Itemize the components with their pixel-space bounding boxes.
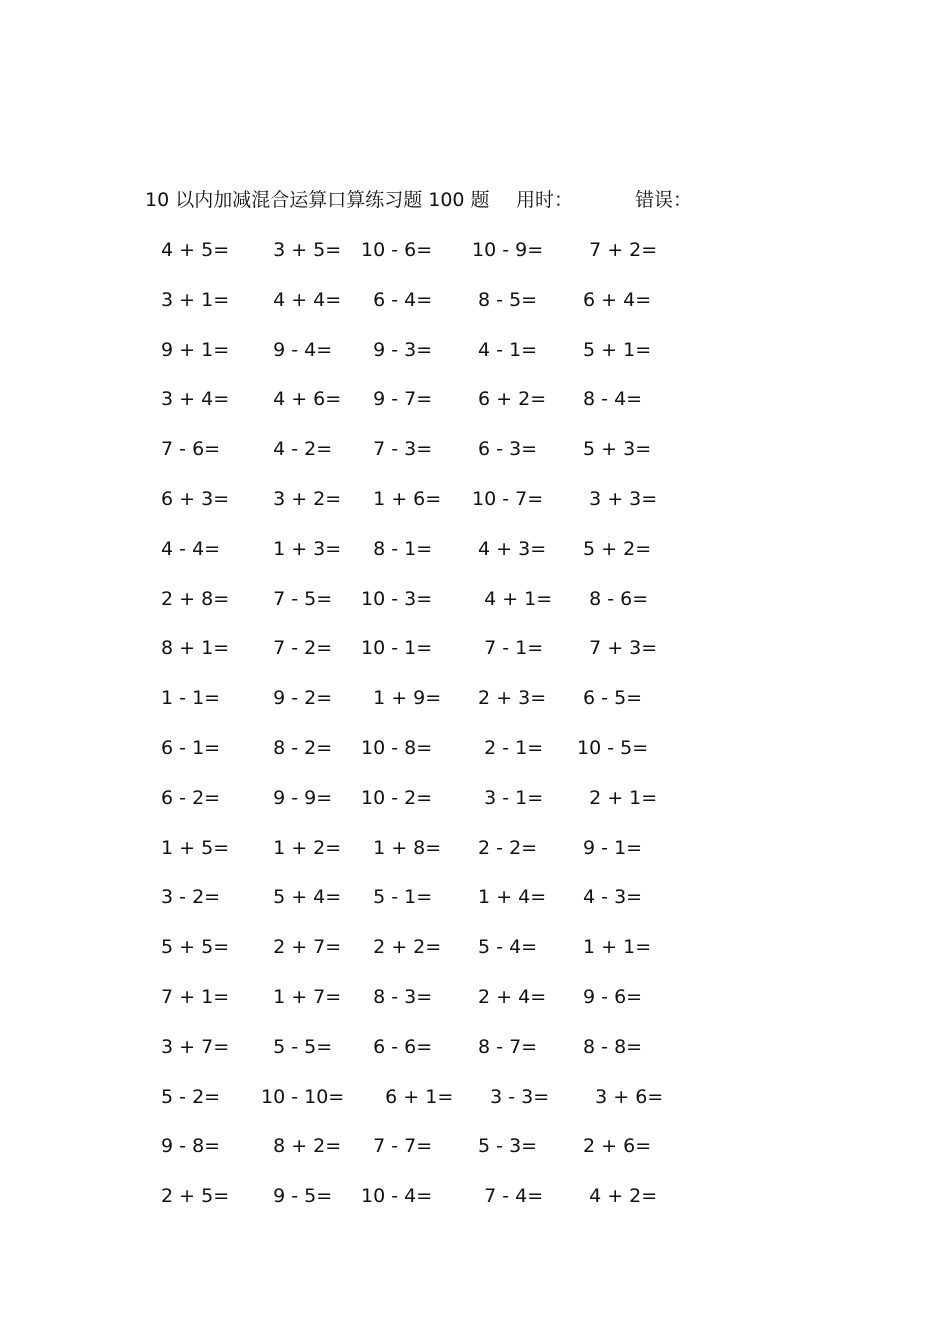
arithmetic-problem: 9 - 6= (577, 985, 643, 1008)
problem-row (0, 783, 950, 833)
arithmetic-problem: 2 - 2= (472, 836, 538, 859)
arithmetic-problem: 5 + 4= (261, 886, 342, 909)
arithmetic-problem: 10 - 8= (361, 736, 433, 759)
arithmetic-problem: 8 - 5= (472, 288, 538, 311)
problem-row (0, 235, 950, 285)
arithmetic-problem: 6 - 3= (472, 438, 538, 461)
arithmetic-problem: 5 - 5= (261, 1035, 333, 1058)
problem-row (0, 384, 950, 434)
arithmetic-problem: 6 - 5= (577, 687, 643, 710)
arithmetic-problem: 3 + 4= (155, 388, 230, 411)
arithmetic-problem: 2 + 4= (472, 985, 547, 1008)
arithmetic-problem: 5 - 2= (155, 1085, 221, 1108)
arithmetic-problem: 3 + 3= (577, 487, 658, 510)
arithmetic-problem: 8 - 7= (472, 1035, 538, 1058)
arithmetic-problem: 4 - 2= (261, 438, 333, 461)
problem-row (0, 335, 950, 385)
arithmetic-problem: 8 - 3= (361, 985, 433, 1008)
arithmetic-problem: 9 - 2= (261, 687, 333, 710)
arithmetic-problem: 3 + 7= (155, 1035, 230, 1058)
arithmetic-problem: 6 - 1= (155, 736, 221, 759)
arithmetic-problem: 8 - 1= (361, 537, 433, 560)
arithmetic-problem: 2 + 5= (155, 1185, 230, 1208)
arithmetic-problem: 4 + 2= (577, 1185, 658, 1208)
arithmetic-problem: 2 - 1= (472, 736, 544, 759)
worksheet-title: 10 以内加减混合运算口算练习题 100 题 (145, 189, 490, 211)
arithmetic-problem: 1 + 2= (261, 836, 342, 859)
arithmetic-problem: 8 + 2= (261, 1135, 342, 1158)
arithmetic-problem: 6 - 4= (361, 288, 433, 311)
problem-row (0, 434, 950, 484)
arithmetic-problem: 9 - 1= (577, 836, 643, 859)
arithmetic-problem: 6 + 4= (577, 288, 652, 311)
arithmetic-problem: 5 - 1= (361, 886, 433, 909)
arithmetic-problem: 3 + 1= (155, 288, 230, 311)
arithmetic-problem: 7 - 6= (155, 438, 221, 461)
problem-row (0, 833, 950, 883)
arithmetic-problem: 7 + 3= (577, 637, 658, 660)
arithmetic-problem: 7 - 3= (361, 438, 433, 461)
arithmetic-problem: 10 - 7= (472, 487, 544, 510)
arithmetic-problem: 9 - 8= (155, 1135, 221, 1158)
arithmetic-problem: 10 - 3= (361, 587, 433, 610)
problem-row (0, 1131, 950, 1181)
arithmetic-problem: 7 + 1= (155, 985, 230, 1008)
arithmetic-problem: 5 + 1= (577, 338, 652, 361)
problem-row (0, 1082, 950, 1132)
arithmetic-problem: 1 + 9= (361, 687, 442, 710)
problem-row (0, 882, 950, 932)
arithmetic-problem: 3 - 3= (472, 1085, 550, 1108)
arithmetic-problem: 6 + 2= (472, 388, 547, 411)
arithmetic-problem: 9 - 5= (261, 1185, 333, 1208)
arithmetic-problem: 3 - 1= (472, 786, 544, 809)
worksheet-header (145, 186, 765, 214)
arithmetic-problem: 2 + 7= (261, 936, 342, 959)
arithmetic-problem: 1 + 1= (577, 936, 652, 959)
arithmetic-problem: 8 - 2= (261, 736, 333, 759)
arithmetic-problem: 3 + 6= (577, 1085, 664, 1108)
arithmetic-problem: 4 - 3= (577, 886, 643, 909)
problem-row (0, 982, 950, 1032)
arithmetic-problem: 5 + 2= (577, 537, 652, 560)
problem-row (0, 683, 950, 733)
arithmetic-problem: 2 + 1= (577, 786, 658, 809)
arithmetic-problem: 3 + 5= (261, 239, 342, 261)
arithmetic-problem: 3 + 2= (261, 487, 342, 510)
arithmetic-problem: 10 - 10= (261, 1085, 345, 1108)
problem-row (0, 633, 950, 683)
arithmetic-problem: 4 + 4= (261, 288, 342, 311)
problem-grid (0, 235, 950, 1231)
arithmetic-problem: 9 - 7= (361, 388, 433, 411)
arithmetic-problem: 1 + 8= (361, 836, 442, 859)
arithmetic-problem: 4 - 4= (155, 537, 221, 560)
arithmetic-problem: 1 + 7= (261, 985, 342, 1008)
time-used-label: 用时： (516, 189, 574, 211)
problem-row (0, 932, 950, 982)
arithmetic-problem: 2 + 6= (577, 1135, 652, 1158)
arithmetic-problem: 10 - 5= (577, 736, 649, 759)
arithmetic-problem: 7 - 1= (472, 637, 544, 660)
arithmetic-problem: 1 + 4= (472, 886, 547, 909)
arithmetic-problem: 2 + 2= (361, 936, 442, 959)
arithmetic-problem: 10 - 1= (361, 637, 433, 660)
arithmetic-problem: 8 - 6= (577, 587, 649, 610)
arithmetic-problem: 1 + 5= (155, 836, 230, 859)
problem-row (0, 733, 950, 783)
errors-label: 错误： (635, 189, 693, 211)
arithmetic-problem: 7 - 7= (361, 1135, 433, 1158)
arithmetic-problem: 7 - 5= (261, 587, 333, 610)
arithmetic-problem: 7 - 2= (261, 637, 333, 660)
arithmetic-problem: 6 - 6= (361, 1035, 433, 1058)
arithmetic-problem: 1 - 1= (155, 687, 221, 710)
problem-row (0, 1181, 950, 1231)
arithmetic-problem: 3 - 2= (155, 886, 221, 909)
arithmetic-problem: 1 + 6= (361, 487, 442, 510)
arithmetic-problem: 6 + 3= (155, 487, 230, 510)
problem-row (0, 1032, 950, 1082)
arithmetic-problem: 5 - 4= (472, 936, 538, 959)
arithmetic-problem: 7 - 4= (472, 1185, 544, 1208)
problem-row (0, 285, 950, 335)
arithmetic-problem: 9 - 9= (261, 786, 333, 809)
arithmetic-problem: 4 - 1= (472, 338, 538, 361)
arithmetic-problem: 4 + 6= (261, 388, 342, 411)
arithmetic-problem: 7 + 2= (577, 239, 658, 261)
problem-row (0, 534, 950, 584)
arithmetic-problem: 10 - 4= (361, 1185, 433, 1208)
arithmetic-problem: 6 - 2= (155, 786, 221, 809)
arithmetic-problem: 10 - 2= (361, 786, 433, 809)
arithmetic-problem: 6 + 1= (361, 1085, 454, 1108)
arithmetic-problem: 4 + 1= (472, 587, 553, 610)
arithmetic-problem: 10 - 9= (472, 239, 544, 261)
arithmetic-problem: 8 - 8= (577, 1035, 643, 1058)
arithmetic-problem: 5 + 3= (577, 438, 652, 461)
arithmetic-problem: 8 - 4= (577, 388, 643, 411)
arithmetic-problem: 1 + 3= (261, 537, 342, 560)
arithmetic-problem: 2 + 8= (155, 587, 230, 610)
arithmetic-problem: 8 + 1= (155, 637, 230, 660)
arithmetic-problem: 9 - 4= (261, 338, 333, 361)
arithmetic-problem: 9 + 1= (155, 338, 230, 361)
arithmetic-problem: 9 - 3= (361, 338, 433, 361)
arithmetic-problem: 5 - 3= (472, 1135, 538, 1158)
arithmetic-problem: 4 + 3= (472, 537, 547, 560)
problem-row (0, 484, 950, 534)
arithmetic-problem: 10 - 6= (361, 239, 433, 261)
arithmetic-problem: 5 + 5= (155, 936, 230, 959)
problem-row (0, 584, 950, 634)
arithmetic-problem: 4 + 5= (155, 239, 230, 261)
arithmetic-problem: 2 + 3= (472, 687, 547, 710)
